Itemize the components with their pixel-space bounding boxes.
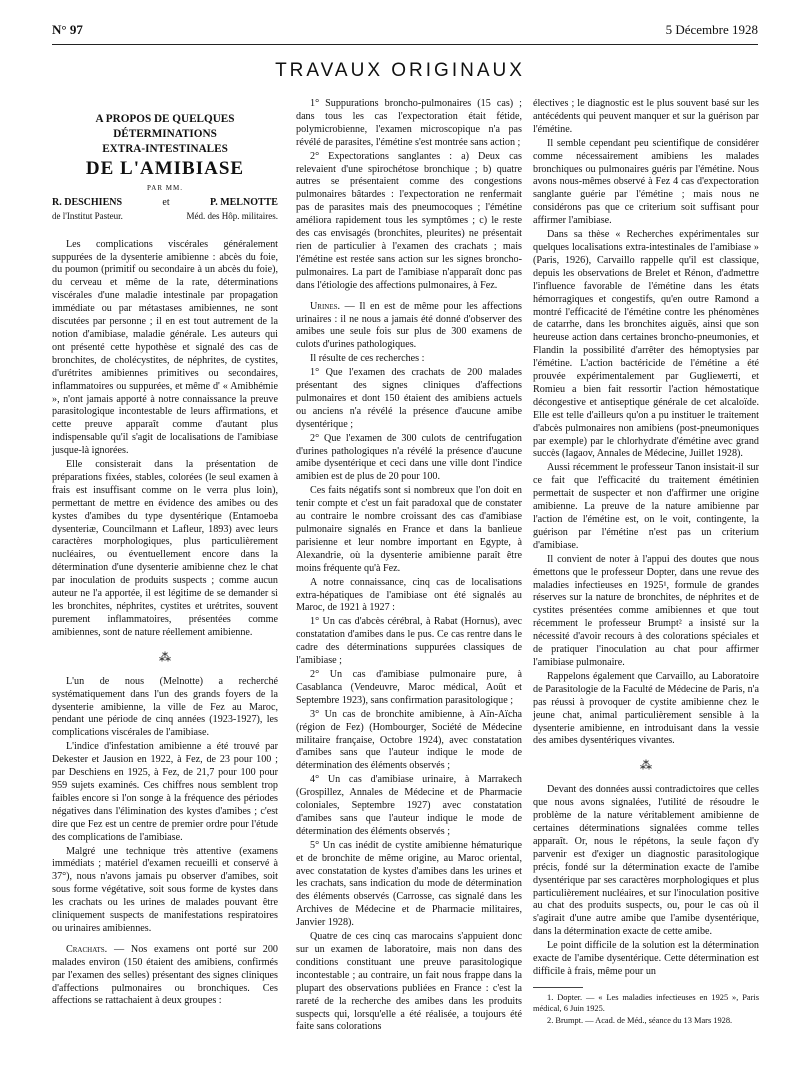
paragraph: Les complications viscérales généralement suppurées de la dysenterie amibienne : abcès du foie, du poumon (primitif ou secondaire à un abcès du foie), du cerveau et même de la rate, déterminations viscérales d'une maladie intestinale par propagation immédiate ou par métastases amibiennes, ne sont discutées par personne ; il en est tout autrement de la notion d'amibiase, maladie générale. Les auteurs qui ont présenté cette hypothèse et signalé des cas de bronchites, de cholécystites, de néphrites, de cystites, d'urétrites amibiennes primitives ou secondaires, inflammatoires ou suppurées, et même d' « Amibhémie », n'ont jamais apporté à notre connaissance la preuve parasitologique incontestable de leurs affirmations, et cette preuve apparaît comme d'autant plus indispensable qu'il s'agit de localisations de l'amibiase jusque-là ignorées. (52, 238, 278, 457)
footnote-1: 1. Dopter. — « Les maladies infectieuses en 1925 », Paris médical, 6 Juin 1925. (533, 992, 759, 1013)
paragraph: Dans sa thèse « Recherches expérimentales sur quelques localisations extra-intestinales de l'amibiase » (Paris, 1926), Carvaillo rappelle qu'il est classique, depuis les observations de Brelet et Rénon, d'admettre l'influence favorable de l'émétine dans les états hémorragiques et congestifs, qu'en outre Ramond a montré l'efficacité de l'émétine contre les phénomènes de catarrhe, dans les bronchites aiguës, ainsi que son heureuse action dans certaines broncho-pneumonies, et Flandin la possibilité d'arrêter des hémoptysies par l'émétine. L'action bactéricide de l'émétine a été prouvée expérimentalement par Guglieметti, et Romieu a bien fait ressortir l'action hémostatique décongestive et antiseptique générale de cet alcaloïde. Elle est telle d'ailleurs qu'on a pu instituer le traitement d'abcès pulmonaires non amibiens (post-pneumoniques par exemple) par le chlorhydrate d'émétine avec grand succès (Iagaov, Annales de Médecine, Juillet 1928). (533, 229, 759, 460)
article-title-line-1: A PROPOS DE QUELQUES DÉTERMINATIONS (95, 113, 235, 140)
paragraph: Quatre de ces cinq cas marocains s'appuient donc sur un examen de laboratoire, mais non dans des conditions constituant une preuve parasitologique incontestable ; au contraire, un fait nous frappe dans la plupart des observations publiées en France : c'est la rareté de la recherche des amibes dans les produits suspects qui, lorsqu'elle a été réalisée, a toujours été faite sans colorations (296, 931, 522, 1033)
paragraph: 5° Un cas inédit de cystite amibienne hématurique et de bronchite de même origine, au Maroc oriental, avec constatation de kystes d'amibes dans les urines et les crachats, sans indication du mode de détermination des éléments observés (Carrosse, cas signalé dans les Archives de Médecine et de Pharmacie militaires, Janvier 1928). (296, 839, 522, 929)
byline-prefix: PAR MM. (147, 183, 183, 192)
article-title (52, 112, 278, 157)
paragraph: Malgré une technique très attentive (examens immédiats ; matériel d'examen recueilli et conservé à 37°), nous n'avons jamais pu observer d'amibes, soit sous forme végétative, soit sous forme de kystes dans les crachats ou les urines de malades pouvant être cliniquement suspects de manifestations respiratoires ou urinaires amibiennes. (52, 845, 278, 934)
affiliation-line (52, 210, 278, 223)
paragraph: 2° Que l'examen de 300 culots de centrifugation d'urines pathologiques n'a révélé la présence d'aucune amibe dysentérique et ceci dans une ville dont l'indice amibien est de plus de 20 pour 100. (296, 432, 522, 483)
affiliation-deschiens: de l'Institut Pasteur. (52, 210, 123, 221)
paragraph: Il semble cependant peu scientifique de considérer comme nécessairement amibiens les malades bronchiques ou pulmonaires guéris par l'émétine. Nous avons nous-mêmes observé à Fez 4 cas d'expectoration sanglante guérie par l'émétine ; mais nous ne considérons pas que ce criterium soit suffisant pour affirmer l'amibiase. (533, 137, 759, 227)
paragraph: A notre connaissance, cinq cas de localisations extra-hépatiques de l'amibiase ont été signalés au Maroc, de 1921 à 1927 : (296, 576, 522, 614)
run-in-heading-urines: Urines. (310, 300, 341, 312)
paragraph: 1° Suppurations broncho-pulmonaires (15 cas) ; dans tous les cas l'expectoration était fétide, polymicrobienne, l'examen microscopique n'a pas révélé de parasites, l'émétine s'est montrée sans action ; (296, 98, 522, 148)
section-separator-asterism: ⁂ (159, 649, 171, 664)
section-title: TRAVAUX ORIGINAUX (275, 60, 525, 81)
paragraph: Le point difficile de la solution est la détermination exacte de l'amibe dysentérique. Cette détermination est difficile à frais, même pour un (533, 940, 759, 977)
paragraph: 1° Un cas d'abcès cérébral, à Rabat (Hornus), avec constatation d'amibes dans le pus. Ce cas rentre dans le cadre des déterminations suppurées classiques de l'amibiase ; (296, 616, 522, 667)
paragraph: L'indice d'infestation amibienne a été trouvé par Dekester et Jausion en 1922, à Fez, de 23 pour 100 ; par Deschiens en 1925, à Fez, de 21,7 pour 100 pour 959 sujets examinés. Ces chiffres nous semblent trop faibles encore si l'on songe à la fréquence des périodes négatives dans l'élimination des kystes d'amibes ; c'est dire que Fez est un centre de premier ordre pour l'étude des complications de l'amibiase. (52, 741, 278, 843)
paragraph: Aussi récemment le professeur Tanon insistait-il sur ce fait que l'efficacité du traitement émétinien permettait de suspecter et non d'affirmer une origine amibienne. La preuve de la nature amibienne par l'action de l'émétine est, on le voit, contingente, la guérison par l'émétine n'est pas un criterium d'amibiase. (533, 462, 759, 551)
issue-number: N° 97 (52, 22, 83, 37)
paragraph: 2° Un cas d'amibiase pulmonaire pure, à Casablanca (Vendeuvre, Maroc médical, Août et Septembre 1923), sans confirmation parasitologique ; (296, 668, 522, 706)
running-header (52, 20, 758, 42)
paragraph: 2° Expectorations sanglantes : a) Deux cas relevaient d'une spirochétose bronchique ; b) quatre autres se présentaient comme des congestions pulmonaires bâtardes : l'expectoration ne renfermait pas de parasites mais des pneumocoques ; l'émétine améliora rapidement tous les symptômes ; c) le reste des cas envisagés (bronchites, pleurites) ne présentait rien de particulier à l'examen des crachats ; mais l'émétine est restée sans action sur les signes broncho-pulmonaires. La part de l'amibiase n'apparaît donc pas dans l'étiologie des affections pulmonaires, à Fez. (296, 150, 522, 291)
paragraph: Il convient de noter à l'appui des doutes que nous émettons que le professeur Dopter, dans une revue des maladies infectieuses en 1925¹, formule de grandes réserves sur la nature de bronchites, de néphrites et de cystites présentées comme amibiennes et que tout récemment le professeur Brumpt² a insisté sur la nécessité d'avoir recours à des colorations spéciales et de pratiquer l'inoculation au chat pour affirmer l'amibiase pulmonaire. (533, 553, 759, 668)
run-in-heading-crachats: Crachats. (66, 943, 108, 955)
author-line (52, 197, 278, 210)
paragraph: 4° Un cas d'amibiase urinaire, à Marrakech (Grospillez, Annales de Médecine et de Pharmacie coloniales, Septembre 1927) avec constatation d'amibes sans que l'auteur indique le mode de détermination des éléments observés ; (296, 774, 522, 837)
footnote-2: 2. Brumpt. — Acad. de Méd., séance du 13 Mars 1928. (547, 1015, 733, 1025)
paragraph-text: — Il en est de même pour les affections urinaires : il ne nous a jamais été donné d'observer des amibes une seule fois sur plus de 300 examens de culots d'urines pathologiques. (296, 300, 522, 351)
affiliation-melnotte: Méd. des Hôp. militaires. (186, 210, 278, 221)
column-3 (533, 98, 759, 1027)
issue-date: 5 Décembre 1928 (665, 22, 758, 37)
author-melnotte: P. MELNOTTE (210, 196, 278, 208)
column-2 (296, 98, 522, 1035)
section-separator-asterism: ⁂ (640, 758, 652, 773)
paragraph: Elle consisterait dans la présentation de préparations fixées, stables, colorées (le seul examen à frais est insuffisant comme on le verra plus loin), permettant de mettre en évidence des amibes ou des kystes d'amibes du type dysentérique (Entamoeba dysenteriæ, Councilmann et Lafleur, 1893) avec leurs caractères morphologiques, plus particulièrement nucléaires, ou éventuellement encore dans la détermination d'une dysenterie amibienne chez le chat par inoculation de produits suspects ; comme aucun auteur ne l'a apportée, il est légitime de se demander si les bronchites, néphrites, cystites et urétrites, souvent purement inflammatoires, présentées comme amibiennes, sont de nature réellement amibienne. (52, 459, 278, 638)
paragraph: 1° Que l'examen des crachats de 200 malades présentant des signes cliniques d'affections pulmonaires et dont 150 étaient des amibiens actuels ou anciens n'a révélé la présence d'aucune amibe dysentérique ; (296, 367, 522, 430)
article-title-line-2: EXTRA-INTESTINALES (102, 143, 228, 155)
paragraph: L'un de nous (Melnotte) a recherché systématiquement dans l'un des grands foyers de la dysenterie amibienne, la ville de Fez au Maroc, pendant une période de cinq années (1923-1927), les complications viscérales de l'amibiase. (52, 675, 278, 739)
author-conjunction: et (162, 196, 170, 208)
paragraph: Il résulte de ces recherches : (310, 353, 425, 365)
paragraph: Rappelons également que Carvaillo, au Laboratoire de Parasitologie de la Faculté de Médecine de Paris, n'a pas réussi à provoquer de cystite amibienne chez le jeune chat, animal particulièrement sensible à la dysenterie amibienne, en introduisant dans la vessie des amibes dysentériques vivantes. (533, 670, 759, 747)
footnote-rule (533, 987, 583, 988)
paragraph: Devant des données aussi contradictoires que celles que nous avons signalées, l'utilité de résoudre le problème de la nature véritablement amibienne de certaines déterminations signalées comme telles apparaît. Or, nous le répétons, la seule façon d'y parvenir est d'exiger un diagnostic parasitologique précis, fondé sur la détermination exacte de l'amibe dysentérique par ses caractères morphologiques et plus particulièrement nucléaires, et sur l'inoculation positive au chat des produits suspects, ou, pour le cas où il s'agirait d'une autre amibe que l'amibe dysentérique, dans la détermination exacte de cette amibe. (533, 784, 759, 938)
column-1 (52, 98, 278, 1009)
paragraph: électives ; le diagnostic est le plus souvent basé sur les antécédents qui peuvent manquer et sur la guérison par l'émétine. (533, 98, 759, 135)
paragraph-crachats (52, 944, 278, 1009)
paragraph: Ces faits négatifs sont si nombreux que l'on doit en tenir compte et c'est un fait paradoxal que de constater au contraire le nombre croissant des cas d'amibiase pulmonaire signalés en France et dans la banlieue parisienne et leur nombre important en Egypte, à Alexandrie, où la dysenterie amibienne paraît être moins fréquente qu'à Fez. (296, 485, 522, 574)
paragraph-text: — Nos examens ont porté sur 200 malades environ (150 étaient des amibiens, confirmés par l'examen des selles) présentant des signes cliniques d'affections pulmonaires ou bronchiques. Ces affections se rattachaient à deux groupes : (52, 943, 278, 1007)
paragraph: 3° Un cas de bronchite amibienne, à Aïn-Aïcha (région de Fez) (Hombourger, Société de Médecine militaire française, Octobre 1924), avec constatation d'amibes sans que l'auteur indique le mode de détermination des éléments observés ; (296, 708, 522, 772)
paragraph-urines (296, 301, 522, 353)
article-main-title: DE L'AMIBIASE (85, 158, 245, 179)
author-deschiens: R. DESCHIENS (52, 196, 123, 208)
header-rule (52, 44, 758, 45)
